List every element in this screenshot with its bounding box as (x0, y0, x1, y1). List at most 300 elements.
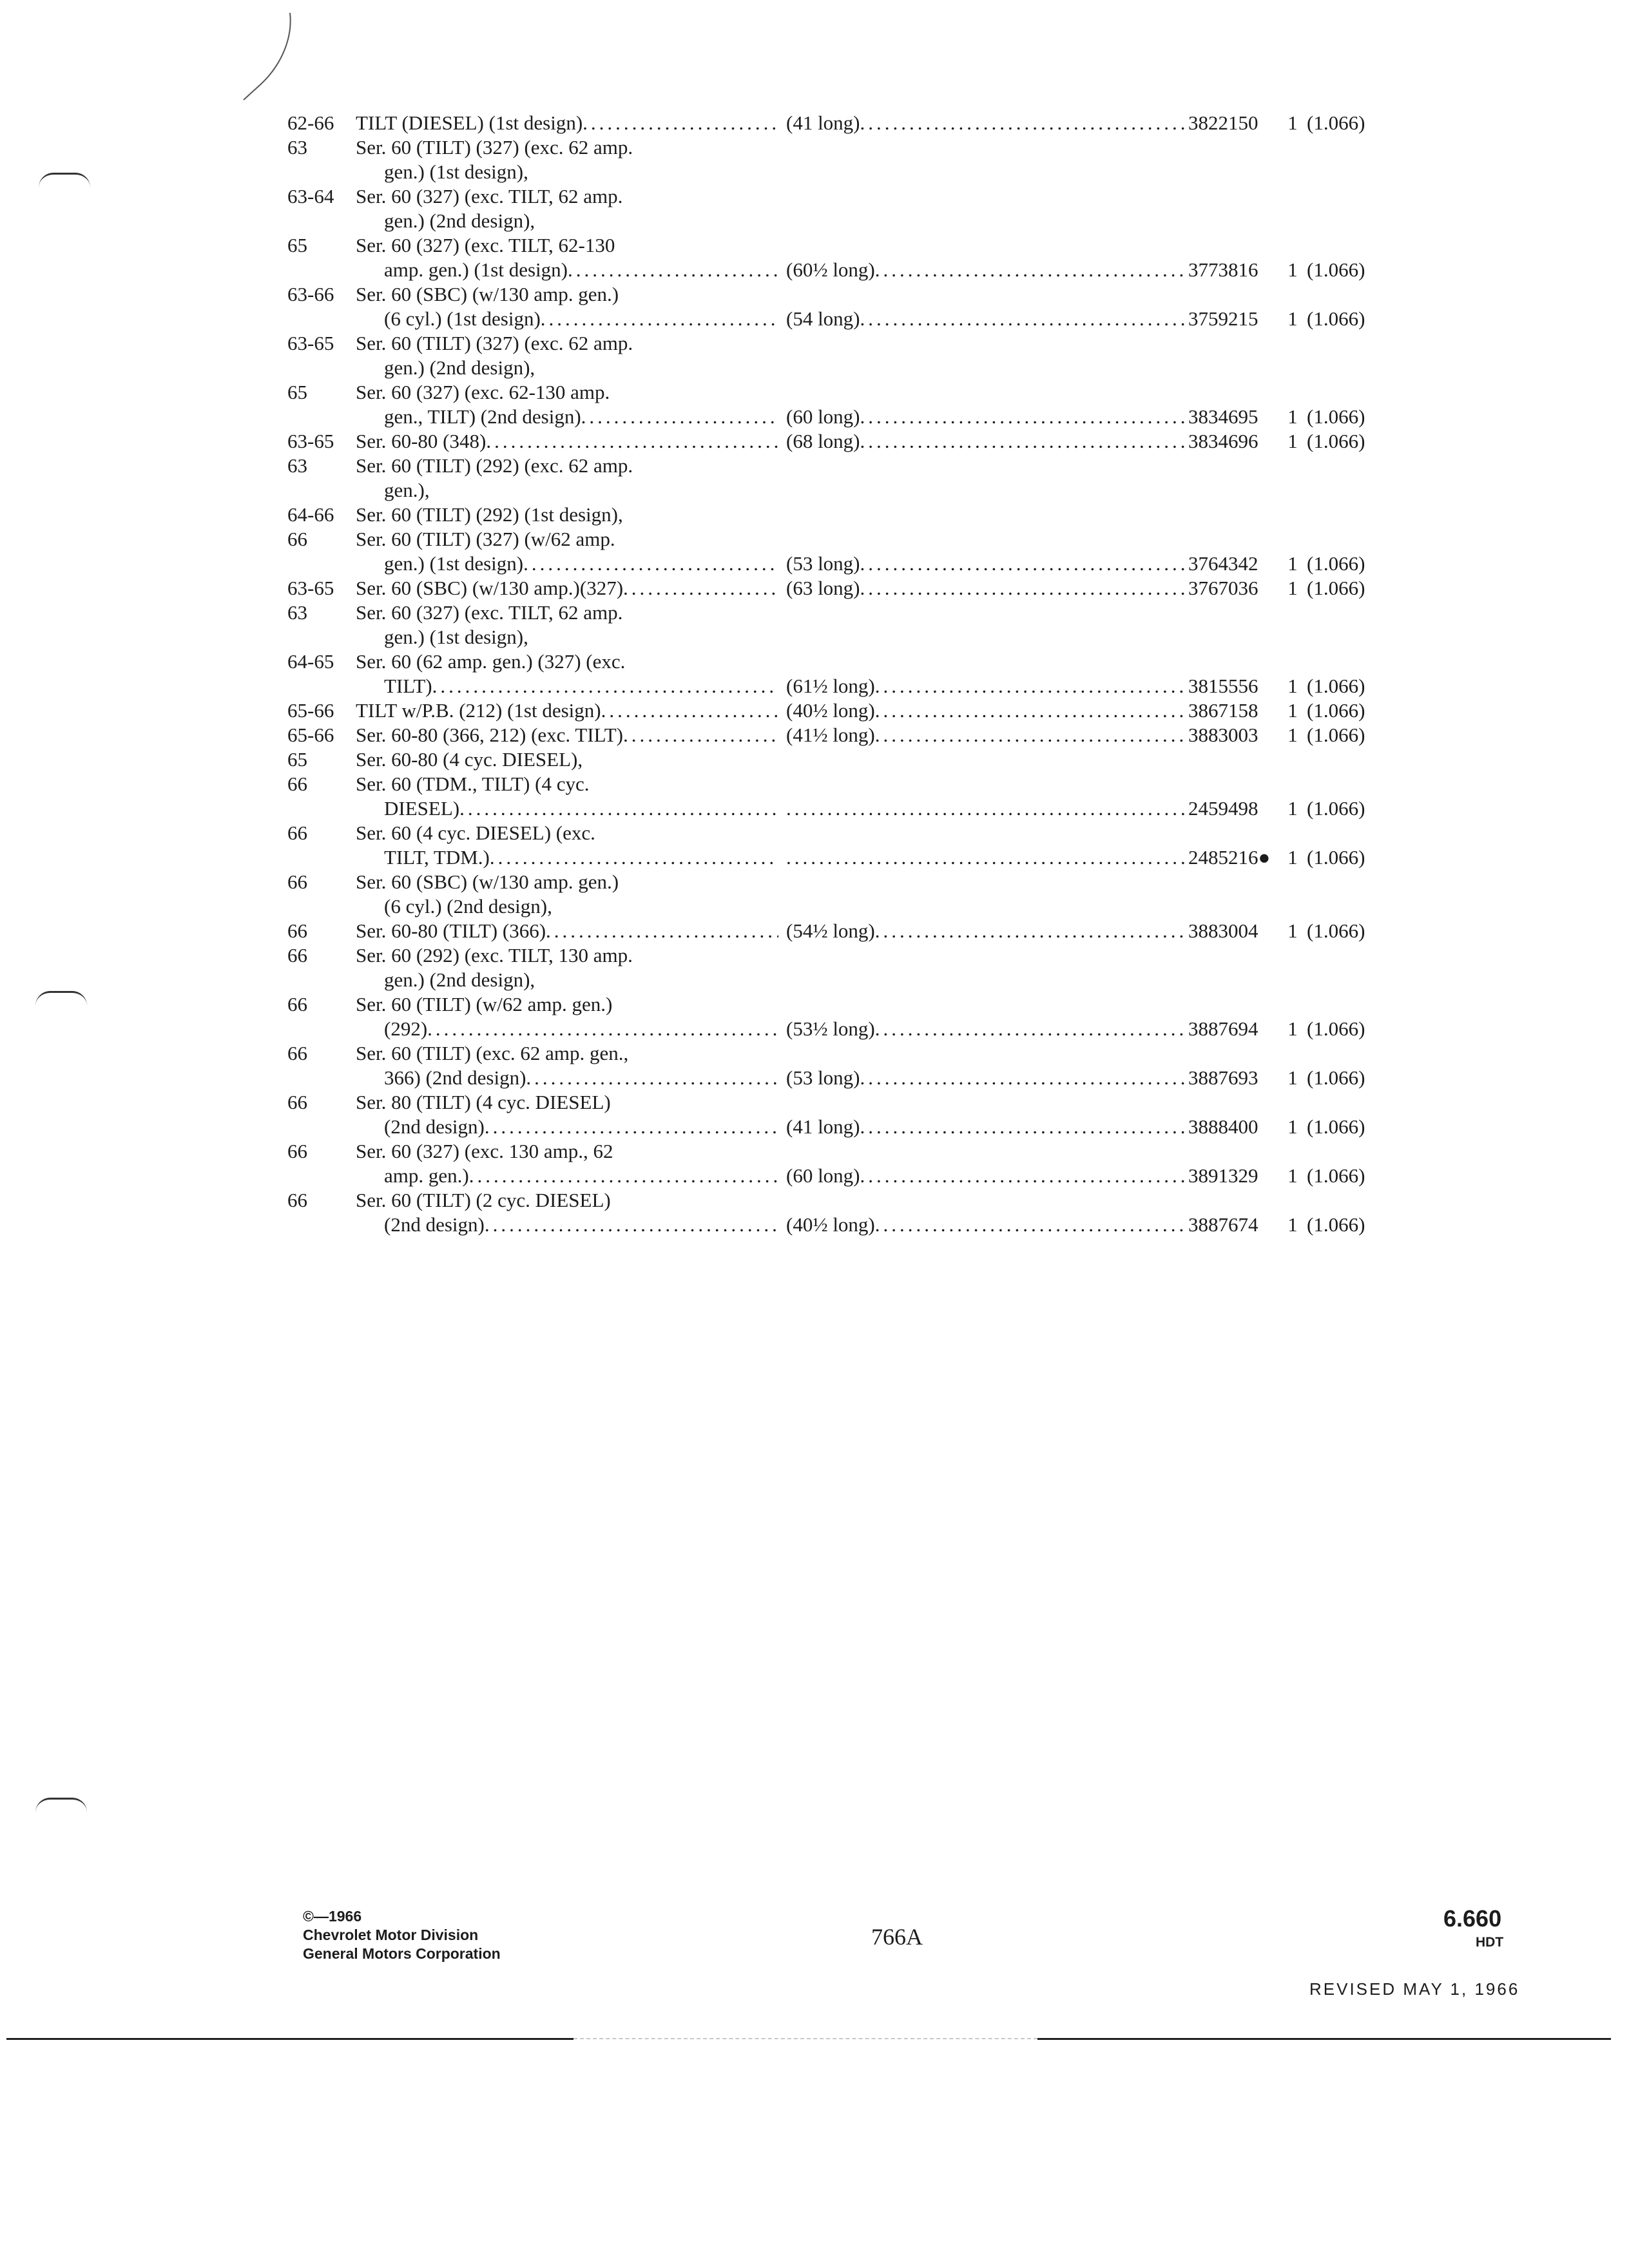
entry-description-line: gen.) (2nd design), (384, 968, 535, 991)
parts-entry (287, 527, 1415, 576)
entry-year: 63-65 (287, 430, 334, 452)
punch-hole-mark-middle (35, 991, 87, 1006)
entry-values (786, 1139, 1384, 1188)
parts-entry (287, 282, 1415, 331)
parts-entry (287, 919, 1415, 943)
entry-year: 63-66 (287, 283, 334, 305)
entry-values (786, 1041, 1384, 1090)
entry-length (786, 674, 1186, 698)
dot-leader (786, 796, 1186, 821)
entry-description-line (356, 552, 778, 576)
entry-description-line: Ser. 60 (327) (exc. 62-130 amp. (356, 381, 610, 403)
dot-leader (490, 845, 778, 870)
entry-group-number: (1.066) (1307, 552, 1365, 575)
entry-length (786, 307, 1186, 331)
entry-description-line (356, 258, 778, 282)
entry-description-text: 366) (2nd design) (384, 1066, 526, 1089)
parts-entry (287, 1041, 1415, 1090)
dot-leader (860, 1115, 1186, 1139)
entry-description-line (356, 429, 778, 454)
parts-entry (287, 135, 1415, 184)
footer-subsection: HDT (1476, 1935, 1504, 1950)
entry-part-number: 3773816 (1188, 258, 1258, 281)
entry-year: 66 (287, 528, 307, 550)
entry-quantity: 1 (1287, 405, 1298, 428)
entry-year: 66 (287, 822, 307, 844)
entry-group-number: (1.066) (1307, 1066, 1365, 1089)
parts-entry (287, 331, 1415, 380)
entry-part-number: 3822150 (1188, 111, 1258, 134)
entry-description-text: (6 cyl.) (1st design) (384, 307, 541, 330)
entry-description-line (356, 674, 778, 698)
entry-year: 66 (287, 1189, 307, 1211)
entry-quantity: 1 (1287, 1017, 1298, 1040)
entry-description (356, 943, 786, 992)
entry-part-number: 3834695 (1188, 405, 1258, 428)
entry-description-line: gen.) (1st design), (384, 160, 528, 183)
entry-quantity: 1 (1287, 675, 1298, 697)
parts-entry (287, 184, 1415, 233)
entry-year: 64-65 (287, 650, 334, 673)
dot-leader (875, 919, 1186, 943)
entry-part-number: 3883004 (1188, 919, 1258, 942)
entry-length (786, 698, 1186, 723)
dot-leader (523, 552, 778, 576)
entry-values (786, 919, 1384, 943)
entry-length (786, 723, 1186, 747)
entry-length-text: (40½ long) (786, 1213, 875, 1236)
dot-leader (541, 307, 778, 331)
entry-description-line: Ser. 60 (TDM., TILT) (4 cyc. (356, 773, 590, 795)
entry-length-text: (54 long) (786, 307, 860, 330)
entry-year: 64-66 (287, 503, 334, 526)
bottom-rule-left (6, 2038, 574, 2040)
entry-description-text: (292) (384, 1017, 428, 1040)
entry-year: 63 (287, 454, 307, 477)
entry-description (356, 527, 786, 576)
entry-quantity: 1 (1287, 111, 1298, 134)
entry-part-number: 3887674 (1188, 1213, 1258, 1236)
entry-year: 65 (287, 381, 307, 403)
entry-description-text: TILT w/P.B. (212) (1st design) (356, 699, 601, 722)
entry-description-line (356, 307, 778, 331)
entry-length (786, 796, 1186, 821)
entry-description (356, 135, 786, 184)
entry-description-line: gen.) (1st design), (384, 626, 528, 648)
entry-group-number: (1.066) (1307, 1164, 1365, 1187)
entry-description (356, 1090, 786, 1139)
entry-description-line: Ser. 60 (SBC) (w/130 amp. gen.) (356, 283, 619, 305)
entry-description-line (356, 796, 778, 821)
entry-part-number: 2485216● (1188, 846, 1271, 869)
entry-quantity: 1 (1287, 919, 1298, 942)
entry-description (356, 429, 786, 454)
entry-description (356, 821, 786, 870)
dot-leader (875, 258, 1186, 282)
entry-year: 63-65 (287, 332, 334, 354)
entry-description-text: gen.) (1st design) (384, 552, 524, 575)
entry-description-line: Ser. 80 (TILT) (4 cyc. DIESEL) (356, 1091, 611, 1113)
entry-description-text: (2nd design) (384, 1213, 485, 1236)
entry-values (786, 992, 1384, 1041)
entry-description-line: gen.) (2nd design), (384, 209, 535, 232)
entry-quantity: 1 (1287, 307, 1298, 330)
entry-description (356, 576, 786, 601)
entry-quantity: 1 (1287, 552, 1298, 575)
entry-length-text: (60½ long) (786, 258, 875, 281)
entry-values (786, 821, 1384, 870)
entry-description-line (356, 698, 778, 723)
entry-group-number: (1.066) (1307, 1115, 1365, 1138)
dot-leader (581, 405, 778, 429)
entry-quantity: 1 (1287, 724, 1298, 746)
dot-leader (860, 111, 1186, 135)
parts-entry (287, 503, 1415, 527)
entry-description-text: DIESEL) (384, 797, 460, 820)
entry-part-number: 3891329 (1188, 1164, 1258, 1187)
entry-length (786, 405, 1186, 429)
entry-length-text: (53 long) (786, 552, 860, 575)
dot-leader (469, 1164, 778, 1188)
entry-description-text: (2nd design) (384, 1115, 485, 1138)
entry-length-text: (53 long) (786, 1066, 860, 1089)
entry-values (786, 282, 1384, 331)
dot-leader (583, 111, 778, 135)
footer-page-code: 766A (871, 1924, 923, 1950)
entry-description (356, 1139, 786, 1188)
dot-leader (875, 1213, 1186, 1237)
entry-length (786, 1213, 1186, 1237)
dot-leader (485, 1213, 778, 1237)
entry-group-number: (1.066) (1307, 1213, 1365, 1236)
entry-year: 62-66 (287, 111, 334, 134)
entry-group-number: (1.066) (1307, 307, 1365, 330)
bottom-rule-faint (574, 2038, 1037, 2039)
entry-group-number: (1.066) (1307, 430, 1365, 452)
parts-entry (287, 1188, 1415, 1237)
entry-quantity: 1 (1287, 1066, 1298, 1089)
entry-description-text: Ser. 60-80 (TILT) (366) (356, 919, 546, 942)
entry-group-number: (1.066) (1307, 797, 1365, 820)
entry-year: 65-66 (287, 699, 334, 722)
parts-entry (287, 111, 1415, 135)
entry-description-line (356, 1213, 778, 1237)
entry-length-text: (68 long) (786, 430, 860, 452)
entry-description (356, 698, 786, 723)
entry-description-text: Ser. 60 (SBC) (w/130 amp.)(327) (356, 577, 624, 599)
entry-description-line: (6 cyl.) (2nd design), (384, 895, 552, 918)
entry-year: 65 (287, 748, 307, 771)
dot-leader (860, 1164, 1186, 1188)
entry-description-line: Ser. 60 (TILT) (292) (1st design), (356, 503, 623, 526)
dot-leader (485, 1115, 778, 1139)
parts-entry (287, 870, 1415, 919)
entry-description (356, 992, 786, 1041)
entry-length (786, 845, 1186, 870)
parts-entry (287, 943, 1415, 992)
entry-values (786, 723, 1384, 747)
entry-part-number: 3888400 (1188, 1115, 1258, 1138)
entry-length (786, 1115, 1186, 1139)
entry-year: 65 (287, 234, 307, 256)
parts-entry (287, 821, 1415, 870)
entry-description (356, 111, 786, 135)
punch-hole-mark-bottom (35, 1798, 87, 1812)
entry-part-number: 3867158 (1188, 699, 1258, 722)
entry-description (356, 331, 786, 380)
entry-length-text: (54½ long) (786, 919, 875, 942)
entry-length (786, 919, 1186, 943)
entry-quantity: 1 (1287, 797, 1298, 820)
entry-length-text: (60 long) (786, 405, 860, 428)
entry-values (786, 772, 1384, 821)
entry-values (786, 1188, 1384, 1237)
entry-description (356, 380, 786, 429)
entry-length-text: (63 long) (786, 577, 860, 599)
entry-description-line: Ser. 60 (327) (exc. TILT, 62-130 (356, 234, 615, 256)
dot-leader (875, 723, 1186, 747)
entry-length (786, 429, 1186, 454)
footer-corporation: General Motors Corporation (303, 1945, 501, 1962)
dot-leader (526, 1066, 778, 1090)
entry-part-number: 2459498 (1188, 797, 1258, 820)
entry-values (786, 698, 1384, 723)
entry-description-line: Ser. 60-80 (4 cyc. DIESEL), (356, 748, 583, 771)
entry-length (786, 576, 1186, 601)
entry-year: 63-64 (287, 185, 334, 207)
entry-description-line (356, 1017, 778, 1041)
entry-length (786, 552, 1186, 576)
parts-list (287, 111, 1415, 1237)
entry-year: 66 (287, 1091, 307, 1113)
entry-description (356, 184, 786, 233)
dot-leader (860, 429, 1186, 454)
parts-entry (287, 1090, 1415, 1139)
entry-quantity: 1 (1287, 1213, 1298, 1236)
entry-group-number: (1.066) (1307, 111, 1365, 134)
entry-group-number: (1.066) (1307, 699, 1365, 722)
entry-description-line (356, 111, 778, 135)
entry-values (786, 576, 1384, 601)
entry-part-number: 3764342 (1188, 552, 1258, 575)
entry-part-number: 3887693 (1188, 1066, 1258, 1089)
entry-description-line: gen.) (2nd design), (384, 356, 535, 379)
footer-copyright: ©—1966 (303, 1908, 362, 1925)
entry-quantity: 1 (1287, 1164, 1298, 1187)
entry-group-number: (1.066) (1307, 577, 1365, 599)
entry-description (356, 503, 786, 527)
entry-description (356, 772, 786, 821)
entry-description-line: Ser. 60 (SBC) (w/130 amp. gen.) (356, 870, 619, 893)
entry-description (356, 601, 786, 649)
entry-length (786, 1164, 1186, 1188)
entry-description-line (356, 1066, 778, 1090)
dot-leader (459, 796, 778, 821)
entry-values (786, 111, 1384, 135)
entry-quantity: 1 (1287, 846, 1298, 869)
pen-stroke-mark (238, 10, 296, 106)
dot-leader (427, 1017, 778, 1041)
entry-description-line: Ser. 60 (TILT) (292) (exc. 62 amp. (356, 454, 633, 477)
entry-description-text: Ser. 60-80 (366, 212) (exc. TILT) (356, 724, 623, 746)
entry-group-number: (1.066) (1307, 258, 1365, 281)
entry-description-line: Ser. 60 (4 cyc. DIESEL) (exc. (356, 822, 595, 844)
parts-entry (287, 723, 1415, 747)
dot-leader (432, 674, 778, 698)
entry-description-text: amp. gen.) (1st design) (384, 258, 568, 281)
parts-entry (287, 747, 1415, 772)
dot-leader (623, 723, 778, 747)
entry-description (356, 870, 786, 919)
footer-division: Chevrolet Motor Division (303, 1927, 479, 1943)
entry-year: 66 (287, 1042, 307, 1064)
footer-section-number: 6.660 (1443, 1905, 1502, 1932)
entry-description-line (356, 919, 778, 943)
entry-description-text: Ser. 60-80 (348) (356, 430, 487, 452)
entry-description-line: Ser. 60 (TILT) (327) (w/62 amp. (356, 528, 615, 550)
entry-description-line: Ser. 60 (TILT) (2 cyc. DIESEL) (356, 1189, 611, 1211)
entry-values (786, 649, 1384, 698)
dot-leader (486, 429, 778, 454)
parts-entry (287, 698, 1415, 723)
entry-group-number: (1.066) (1307, 846, 1365, 869)
entry-description-text: gen., TILT) (2nd design) (384, 405, 581, 428)
entry-description-line (356, 845, 778, 870)
entry-length-text: (41½ long) (786, 724, 875, 746)
entry-quantity: 1 (1287, 699, 1298, 722)
entry-values (786, 233, 1384, 282)
entry-description (356, 454, 786, 503)
dot-leader (623, 576, 778, 601)
entry-description-line (356, 1115, 778, 1139)
entry-group-number: (1.066) (1307, 1017, 1365, 1040)
entry-year: 63 (287, 136, 307, 159)
entry-values (786, 380, 1384, 429)
entry-length (786, 111, 1186, 135)
footer-revised-date: REVISED MAY 1, 1966 (1309, 1979, 1520, 1999)
entry-description-text: amp. gen.) (384, 1164, 469, 1187)
dot-leader (860, 1066, 1186, 1090)
dot-leader (875, 674, 1186, 698)
footer-publisher (303, 1907, 501, 1963)
punch-hole-mark-top (39, 173, 90, 187)
entry-year: 66 (287, 944, 307, 966)
dot-leader (860, 405, 1186, 429)
entry-quantity: 1 (1287, 577, 1298, 599)
entry-length (786, 1017, 1186, 1041)
entry-year: 63-65 (287, 577, 334, 599)
entry-description-line: Ser. 60 (TILT) (exc. 62 amp. gen., (356, 1042, 629, 1064)
entry-year: 65-66 (287, 724, 334, 746)
parts-entry (287, 649, 1415, 698)
entry-description-line: Ser. 60 (62 amp. gen.) (327) (exc. (356, 650, 626, 673)
entry-values (786, 1090, 1384, 1139)
entry-length-text: (41 long) (786, 111, 860, 134)
entry-description-text: TILT (DIESEL) (1st design) (356, 111, 583, 134)
entry-part-number: 3834696 (1188, 430, 1258, 452)
entry-group-number: (1.066) (1307, 405, 1365, 428)
entry-description (356, 282, 786, 331)
bottom-rule-right (1037, 2038, 1611, 2040)
entry-description-line: Ser. 60 (TILT) (327) (exc. 62 amp. (356, 332, 633, 354)
entry-description-line: gen.), (384, 479, 430, 501)
entry-description (356, 919, 786, 943)
entry-values (786, 429, 1384, 454)
entry-group-number: (1.066) (1307, 919, 1365, 942)
dot-leader (860, 552, 1186, 576)
parts-entry (287, 576, 1415, 601)
dot-leader (875, 1017, 1186, 1041)
entry-quantity: 1 (1287, 430, 1298, 452)
entry-description-line: Ser. 60 (TILT) (w/62 amp. gen.) (356, 993, 613, 1015)
entry-length (786, 1066, 1186, 1090)
entry-length-text: (61½ long) (786, 675, 875, 697)
dot-leader (601, 698, 778, 723)
entry-description (356, 649, 786, 698)
entry-year: 66 (287, 1140, 307, 1162)
entry-length-text: (40½ long) (786, 699, 875, 722)
entry-year: 66 (287, 993, 307, 1015)
entry-description (356, 1188, 786, 1237)
dot-leader (568, 258, 778, 282)
entry-group-number: (1.066) (1307, 675, 1365, 697)
entry-year: 66 (287, 773, 307, 795)
entry-length-text: (53½ long) (786, 1017, 875, 1040)
entry-year: 63 (287, 601, 307, 624)
parts-entry (287, 1139, 1415, 1188)
entry-description-line: Ser. 60 (327) (exc. TILT, 62 amp. (356, 601, 623, 624)
entry-description-line (356, 1164, 778, 1188)
entry-description-text: TILT) (384, 675, 432, 697)
entry-part-number: 3767036 (1188, 577, 1258, 599)
parts-entry (287, 772, 1415, 821)
entry-part-number: 3887694 (1188, 1017, 1258, 1040)
entry-quantity: 1 (1287, 1115, 1298, 1138)
entry-description-line (356, 723, 778, 747)
dot-leader (860, 307, 1186, 331)
entry-description (356, 233, 786, 282)
entry-length-text: (60 long) (786, 1164, 860, 1187)
entry-length (786, 258, 1186, 282)
entry-description-line: Ser. 60 (TILT) (327) (exc. 62 amp. (356, 136, 633, 159)
entry-description-line (356, 576, 778, 601)
entry-part-number: 3759215 (1188, 307, 1258, 330)
entry-year: 66 (287, 919, 307, 942)
entry-values (786, 527, 1384, 576)
dot-leader (786, 845, 1186, 870)
entry-description (356, 1041, 786, 1090)
dot-leader (546, 919, 778, 943)
entry-description-line: Ser. 60 (327) (exc. TILT, 62 amp. (356, 185, 623, 207)
entry-length-text: (41 long) (786, 1115, 860, 1138)
entry-description-line: Ser. 60 (327) (exc. 130 amp., 62 (356, 1140, 613, 1162)
parts-entry (287, 992, 1415, 1041)
entry-description-text: TILT, TDM.) (384, 846, 490, 869)
entry-year: 66 (287, 870, 307, 893)
parts-entry (287, 601, 1415, 649)
entry-part-number: 3883003 (1188, 724, 1258, 746)
entry-part-number: 3815556 (1188, 675, 1258, 697)
entry-description (356, 747, 786, 772)
dot-leader (860, 576, 1186, 601)
parts-entry (287, 454, 1415, 503)
entry-description-line (356, 405, 778, 429)
entry-quantity: 1 (1287, 258, 1298, 281)
entry-description-line: Ser. 60 (292) (exc. TILT, 130 amp. (356, 944, 633, 966)
entry-group-number: (1.066) (1307, 724, 1365, 746)
parts-entry (287, 233, 1415, 282)
parts-entry (287, 380, 1415, 429)
